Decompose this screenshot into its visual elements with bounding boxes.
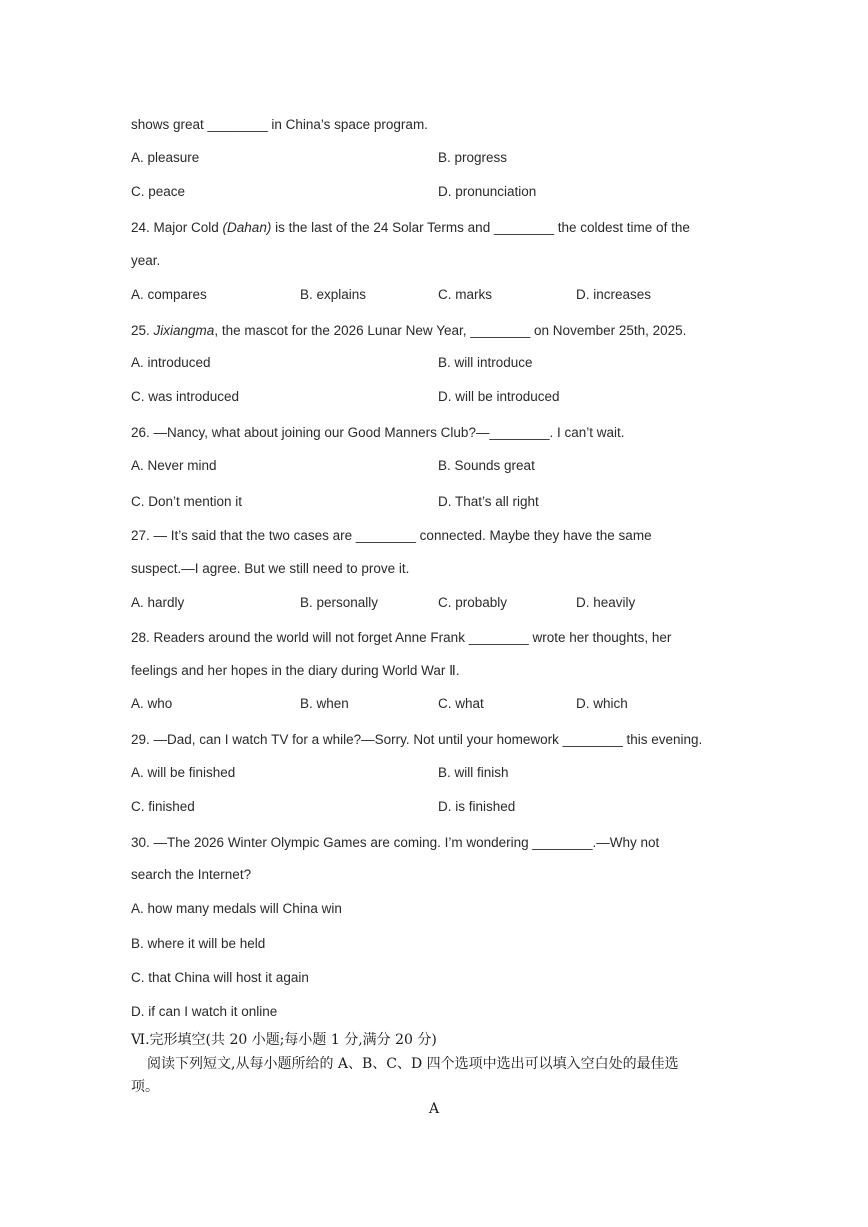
q24-option-a: A. compares — [131, 287, 207, 302]
q26-stem: 26. —Nancy, what about joining our Good Manners Club?—________. I can’t wait. — [131, 425, 625, 440]
q25-option-b: B. will introduce — [438, 355, 533, 370]
q25-option-a: A. introduced — [131, 355, 211, 370]
section-instruction-line2: 项。 — [131, 1079, 159, 1095]
q27-option-a: A. hardly — [131, 595, 185, 610]
q27-stem-line2: suspect.—I agree. But we still need to prove it. — [131, 561, 410, 576]
q23-option-b: B. progress — [438, 150, 508, 165]
q28-option-a: A. who — [131, 696, 173, 711]
q24-stem-rest: is the last of the 24 Solar Terms and ________ the coldest time of the — [271, 220, 690, 235]
q29-option-c: C. finished — [131, 799, 195, 814]
q24-stem-start: 24. Major Cold — [131, 220, 223, 235]
q25-option-c: C. was introduced — [131, 389, 240, 404]
q28-option-c: C. what — [438, 696, 484, 711]
section-instruction-line1: 阅读下列短文,从每小题所给的 A、B、C、D 四个选项中选出可以填入空白处的最佳选 — [147, 1056, 679, 1072]
q29-option-d: D. is finished — [438, 799, 516, 814]
q24-stem-line1 — [131, 221, 690, 235]
q23-option-d: D. pronunciation — [438, 184, 537, 199]
q29-option-b: B. will finish — [438, 765, 509, 780]
q30-stem-line1: 30. —The 2026 Winter Olympic Games are coming. I’m wondering ________.—Why not — [131, 835, 660, 850]
q26-option-a: A. Never mind — [131, 458, 217, 473]
q30-option-d: D. if can I watch it online — [131, 1004, 278, 1019]
q28-option-b: B. when — [300, 696, 349, 711]
q27-option-c: C. probably — [438, 595, 508, 610]
q28-stem-line2: feelings and her hopes in the diary during World War Ⅱ. — [131, 663, 460, 678]
q30-option-a: A. how many medals will China win — [131, 901, 342, 916]
q23-option-c: C. peace — [131, 184, 186, 199]
q23-stem: shows great ________ in China’s space program. — [131, 117, 428, 132]
q27-option-b: B. personally — [300, 595, 379, 610]
q25-number: 25. — [131, 323, 154, 338]
q29-option-a: A. will be finished — [131, 765, 236, 780]
q27-option-d: D. heavily — [576, 595, 636, 610]
q28-option-d: D. which — [576, 696, 628, 711]
q30-stem-line2: search the Internet? — [131, 867, 252, 882]
q26-option-b: B. Sounds great — [438, 458, 535, 473]
q30-option-c: C. that China will host it again — [131, 970, 309, 985]
q24-stem-italic: (Dahan) — [222, 220, 272, 235]
q30-option-b: B. where it will be held — [131, 936, 266, 951]
q24-option-c: C. marks — [438, 287, 492, 302]
q23-option-a: A. pleasure — [131, 150, 200, 165]
q26-option-c: C. Don’t mention it — [131, 494, 243, 509]
q25-option-d: D. will be introduced — [438, 389, 560, 404]
q25-stem-italic: Jixiangma — [153, 323, 215, 338]
passage-label: A — [428, 1101, 440, 1117]
q25-stem — [131, 324, 686, 338]
q24-option-b: B. explains — [300, 287, 367, 302]
q29-stem: 29. —Dad, can I watch TV for a while?—Sorry. Not until your homework ________ this evening. — [131, 732, 703, 747]
section-heading: Ⅵ.完形填空(共 20 小题;每小题 1 分,满分 20 分) — [131, 1032, 437, 1048]
q25-stem-rest: , the mascot for the 2026 Lunar New Year, ________ on November 25th, 2025. — [214, 323, 687, 338]
q27-stem-line1: 27. — It’s said that the two cases are ________ connected. Maybe they have the same — [131, 528, 652, 543]
q24-stem-line2: year. — [131, 253, 161, 268]
q24-option-d: D. increases — [576, 287, 652, 302]
q28-stem-line1: 28. Readers around the world will not forget Anne Frank ________ wrote her thoughts, her — [131, 630, 672, 645]
q26-option-d: D. That’s all right — [438, 494, 539, 509]
